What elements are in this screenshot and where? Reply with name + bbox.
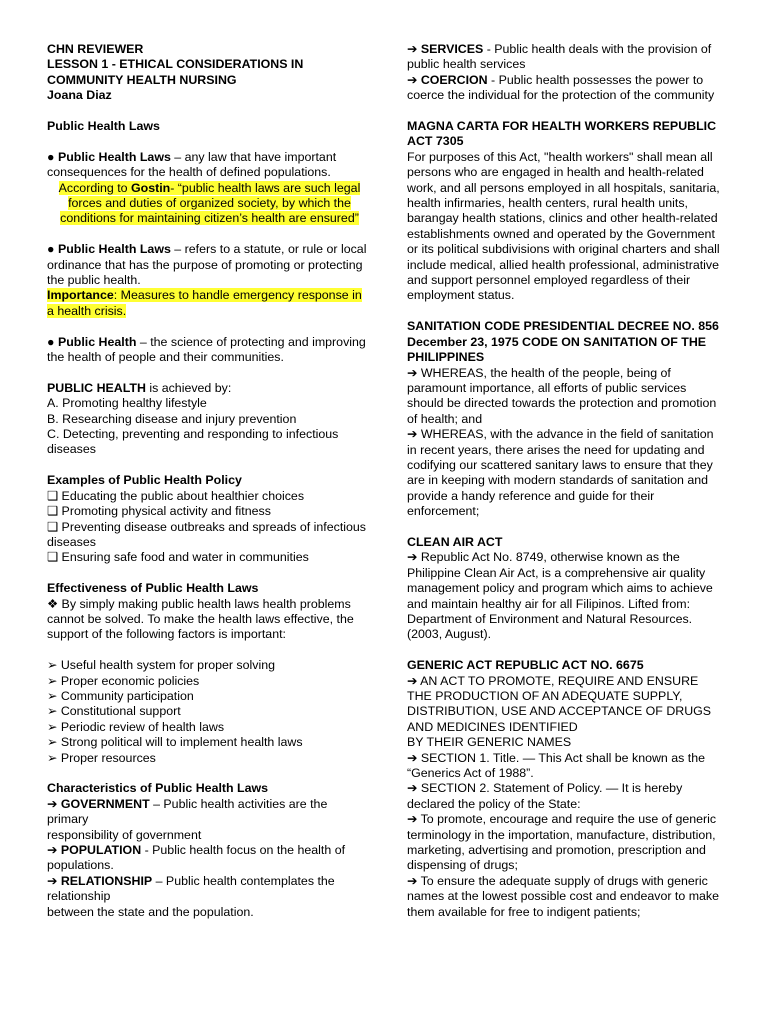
author-name: Joana Diaz xyxy=(47,88,112,103)
list-item: ➢ Periodic review of health laws xyxy=(47,719,225,734)
section-body: For purposes of this Act, "health workers" shall mean all persons who are engaged in health and health-related work, and all persons employed in all hospitals, sanitaria, health infirmaries, health centers, rural health units, barangay health stations, clinics and other health-related establishments owned and operated by the Government or its political subdivisions with original charters and shall include medical, allied health professional, administrative and support personnel employed regardless of their employment status. xyxy=(407,149,720,303)
characteristics-section: Characteristics of Public Health Laws ➔ GOVERNMENT – Public health activities are the primary responsibility of government ➔ POPULATION - Public health focus on the health of populations. ➔ RELATIONSHIP – Public health contemplates the relationship between the state and the population. xyxy=(47,781,372,920)
arrow-icon: ➔ xyxy=(407,72,421,87)
section-body: ➔ Republic Act No. 8749, otherwise known as the Philippine Clean Air Act, is a comprehensive air quality management policy and program which aims to achieve and maintain healthy air for all Filipinos. Lifted from: Department of Environment and Natural Resources. (2003, August). xyxy=(407,550,713,642)
sanitation-code-section xyxy=(407,319,725,519)
section-title: Examples of Public Health Policy xyxy=(47,473,242,488)
list-item: ➢ Strong political will to implement health laws xyxy=(47,735,303,750)
list-item: C. Detecting, preventing and responding to infectious diseases xyxy=(47,427,339,457)
bullet-icon: ● xyxy=(47,334,55,349)
clean-air-act-section xyxy=(407,535,725,643)
list-item: ➔ To promote, encourage and require the use of generic terminology in the importation, manufacture, distribution, marketing, advertising and promotion, prescription and dispensing of drugs; xyxy=(407,812,717,873)
list-item: ➢ Community participation xyxy=(47,688,194,703)
header-line2: LESSON 1 - ETHICAL CONSIDERATIONS IN COMMUNITY HEALTH NURSING xyxy=(47,57,304,87)
list-item: A. Promoting healthy lifestyle xyxy=(47,396,207,411)
list-item: ❑ Educating the public about healthier choices xyxy=(47,488,305,503)
arrow-icon: ➔ xyxy=(47,842,61,857)
bullet-icon: ● xyxy=(47,149,55,164)
gostin-quote: According to Gostin- “public health laws are such legal forces and duties of organized society, by which the conditions for maintaining citizen’s health are ensured” xyxy=(58,180,361,226)
effectiveness-section xyxy=(47,581,372,766)
importance-note xyxy=(47,288,372,319)
list-item: ❑ Preventing disease outbreaks and spreads of infectious diseases xyxy=(47,519,366,549)
characteristic-relationship: ➔ RELATIONSHIP – Public health contemplates the relationship xyxy=(47,873,335,904)
importance-text: : Measures to handle emergency response in a health crisis. xyxy=(47,288,362,318)
list-item: ➢ Proper resources xyxy=(47,750,156,765)
section-title: Characteristics of Public Health Laws xyxy=(47,781,269,796)
list-item: ➔ WHEREAS, the health of the people, being of paramount importance, all efforts of public services should be directed towards the protection and promotion of health; and xyxy=(407,365,717,426)
section-title: GENERIC ACT REPUBLIC ACT NO. 6675 xyxy=(407,658,644,673)
section-title: CLEAN AIR ACT xyxy=(407,534,503,549)
section-title: Effectiveness of Public Health Laws xyxy=(47,581,259,596)
term: Public Health Laws xyxy=(57,242,171,257)
term: Public Health Laws xyxy=(57,149,171,164)
arrow-icon: ➔ xyxy=(47,873,61,888)
list-item: ➔ WHEREAS, with the advance in the field of sanitation in recent years, there arises the need for updating and codifying our scattered sanitary laws to ensure that they are in keeping with modern standards of sanitation and provide a handy reference and guide for their enforcement; xyxy=(407,427,714,519)
importance-label: Importance xyxy=(47,288,114,303)
characteristic-services: ➔ SERVICES - Public health deals with the provision of public health services xyxy=(407,42,712,72)
magna-carta-section xyxy=(407,119,725,304)
characteristic-coercion: ➔ COERCION - Public health possesses the power to coerce the individual for the protection of the community xyxy=(407,72,715,103)
generic-act-section xyxy=(407,658,725,920)
act-description: ➔ AN ACT TO PROMOTE, REQUIRE AND ENSURE THE PRODUCTION OF AN ADEQUATE SUPPLY, DISTRIBUTION, USE AND ACCEPTANCE OF DRUGS AND MEDICINES IDENTIFIED xyxy=(407,673,712,734)
list-item: B. Researching disease and injury prevention xyxy=(47,411,297,426)
list-item: ➔ To ensure the adequate supply of drugs with generic names at the lowest possible cost and endeavor to make them available for free to indigent patients; xyxy=(407,873,720,919)
achieved-by-list: PUBLIC HEALTH is achieved by: A. Promoting healthy lifestyle B. Researching disease and injury prevention C. Detecting, preventing and responding to infectious diseases xyxy=(47,381,372,458)
characteristic-population: ➔ POPULATION - Public health focus on the health of populations. xyxy=(47,842,346,873)
list-item: ❑ Promoting physical activity and fitness xyxy=(47,504,271,519)
arrow-icon: ➔ xyxy=(47,796,61,811)
characteristic-government: ➔ GOVERNMENT – Public health activities are the primary xyxy=(47,796,328,827)
right-column xyxy=(407,42,725,920)
effectiveness-intro: ❖ By simply making public health laws health problems cannot be solved. To make the health laws effective, the support of the following factors is important: xyxy=(47,596,354,642)
term: Public Health xyxy=(57,334,137,349)
header-line1: CHN REVIEWER xyxy=(47,42,144,56)
arrow-icon: ➔ xyxy=(407,42,421,56)
left-column xyxy=(47,42,372,920)
act-description-end: BY THEIR GENERIC NAMES xyxy=(407,735,572,750)
definition-public-health-laws-1 xyxy=(47,150,372,181)
document-header xyxy=(47,42,372,104)
list-item: ➢ Proper economic policies xyxy=(47,673,200,688)
examples-section xyxy=(47,473,372,565)
gostin-quote-text: - “public health laws are such legal forces and duties of organized society, by which the conditions for maintaining citizen’s health are ensured” xyxy=(60,180,361,226)
definition-text: – any law that have important consequences for the health of defined populations. xyxy=(47,149,337,180)
list-item: ❑ Ensuring safe food and water in communities xyxy=(47,550,309,565)
definition-public-health xyxy=(47,335,372,366)
definition-text: – refers to a statute, or rule or local ordinance that has the purpose of promoting or protecting the public health. xyxy=(47,242,367,288)
section-title-public-health-laws: Public Health Laws xyxy=(47,119,160,134)
list-item: ➔ SECTION 2. Statement of Policy. — It is hereby declared the policy of the State: xyxy=(407,781,683,811)
definition-public-health-laws-2 xyxy=(47,242,372,288)
section-title: MAGNA CARTA FOR HEALTH WORKERS REPUBLIC ACT 7305 xyxy=(407,119,717,149)
list-item: ➔ SECTION 1. Title. — This Act shall be known as the “Generics Act of 1988”. xyxy=(407,750,706,781)
gostin-name: Gostin xyxy=(130,180,171,195)
section-title: SANITATION CODE PRESIDENTIAL DECREE NO. 856 December 23, 1975 CODE ON SANITATION OF THE PHILIPPINES xyxy=(407,319,719,365)
bullet-icon: ● xyxy=(47,242,55,257)
definition-text: – the science of protecting and improving the health of people and their communities. xyxy=(47,334,366,365)
list-item: ➢ Useful health system for proper solving xyxy=(47,658,276,673)
list-item: ➢ Constitutional support xyxy=(47,704,181,719)
